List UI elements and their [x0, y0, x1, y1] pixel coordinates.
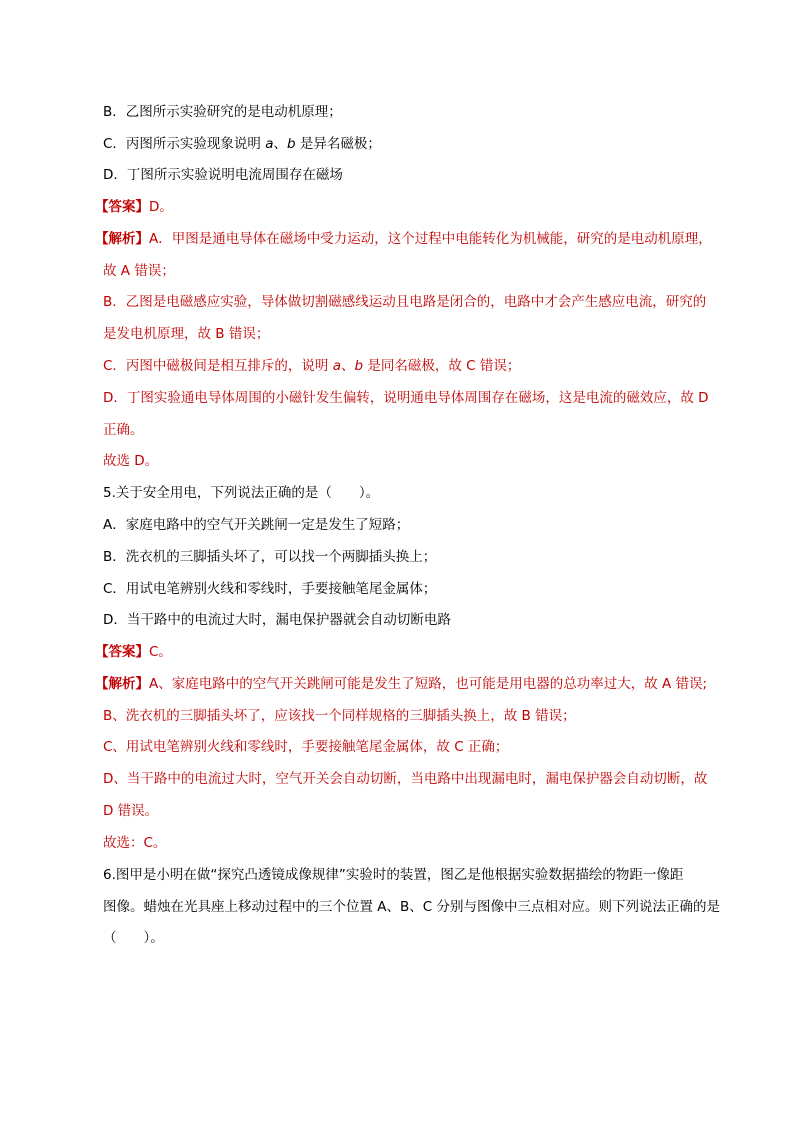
- q5-option-b: B．洗衣机的三脚插头坏了，可以找一个两脚插头换上；: [103, 549, 437, 565]
- q4-option-c-post: 是异名磁极；: [295, 136, 381, 152]
- q5-analysis-d-line1: D、当干路中的电流过大时，空气开关会自动切断，当电路中出现漏电时，漏电保护器会自动切断，故: [103, 771, 708, 787]
- q6-question-line1: 6.图甲是小明在做“探究凸透镜成像规律”实验时的装置，图乙是他根据实验数据描绘的物距一像距: [103, 867, 684, 883]
- q5-option-a: A．家庭电路中的空气开关跳闸一定是发生了短路；: [103, 517, 410, 533]
- q4-answer-label: 【答案】: [95, 199, 149, 215]
- q6-question-line2: 图像。蜡烛在光具座上移动过程中的三个位置 A、B、C 分别与图像中三点相对应。则下列说法正确的是: [103, 899, 721, 915]
- q5-analysis-b: B、洗衣机的三脚插头坏了，应该找一个同样规格的三脚插头换上，故 B 错误；: [103, 708, 576, 724]
- q5-option-c: C．用试电笔辨别火线和零线时，手要接触笔尾金属体；: [103, 581, 437, 597]
- q4-option-c-pre: C．丙图所示实验现象说明: [103, 136, 266, 152]
- q4-analysis-d-line2: 正确。: [103, 422, 144, 438]
- q4-conclusion: 故选 D。: [103, 453, 159, 469]
- q4-answer-value: D。: [149, 199, 173, 215]
- q4-analysis-c-pre: C．丙图中磁极间是相互排斥的，说明: [103, 358, 333, 374]
- q4-analysis-a-line2: 故 A 错误；: [103, 263, 175, 279]
- q4-option-c: [103, 135, 381, 153]
- q4-analysis-d-line1: D．丁图实验通电导体周围的小磁针发生偏转，说明通电导体周围存在磁场，这是电流的磁效应，故 D: [103, 390, 709, 406]
- q4-analysis-b-line1: B．乙图是电磁感应实验，导体做切割磁感线运动且电路是闭合的，电路中才会产生感应电流，研究的: [103, 294, 707, 310]
- q4-analysis-label: 【解析】: [95, 231, 149, 247]
- q5-analysis-a-text: A、家庭电路中的空气开关跳闸可能是发生了短路，也可能是用电器的总功率过大，故 A 错误;: [149, 676, 708, 692]
- q5-answer-label: 【答案】: [95, 644, 149, 660]
- q5-analysis-a: [95, 675, 707, 693]
- q5-analysis-c: C、用试电笔辨别火线和零线时，手要接触笔尾金属体，故 C 正确；: [103, 739, 509, 755]
- q5-answer-value: C。: [149, 644, 172, 660]
- q4-option-c-b: b: [287, 136, 296, 152]
- q4-analysis-b-line2: 是发电机原理，故 B 错误；: [103, 326, 270, 342]
- q5-analysis-label: 【解析】: [95, 676, 149, 692]
- q4-answer: [95, 198, 173, 216]
- q4-analysis-c: [103, 357, 520, 375]
- q4-analysis-a-text1: A．甲图是通电导体在磁场中受力运动，这个过程中电能转化为机械能，研究的是电动机原理，: [149, 231, 712, 247]
- q4-analysis-c-a: a: [332, 358, 341, 374]
- q4-option-b: B．乙图所示实验研究的是电动机原理；: [103, 104, 342, 120]
- q4-analysis-c-b: b: [354, 358, 364, 374]
- q6-question-line3: （ ）。: [103, 930, 164, 946]
- q5-conclusion: 故选：C。: [103, 835, 167, 851]
- q5-answer: [95, 643, 172, 661]
- q4-analysis-c-mid: 、: [341, 358, 355, 374]
- q5-question: 5.关于安全用电，下列说法正确的是（ ）。: [103, 485, 380, 501]
- q4-analysis-c-post: 是同名磁极，故 C 错误；: [363, 358, 521, 374]
- q4-analysis-a-line1: [95, 230, 712, 248]
- q5-analysis-d-line2: D 错误。: [103, 803, 159, 819]
- q4-option-c-mid: 、: [273, 136, 287, 152]
- q4-option-c-a: a: [265, 136, 274, 152]
- q5-option-d: D．当干路中的电流过大时，漏电保护器就会自动切断电路: [103, 612, 451, 628]
- q4-option-d: D．丁图所示实验说明电流周围存在磁场: [103, 167, 343, 183]
